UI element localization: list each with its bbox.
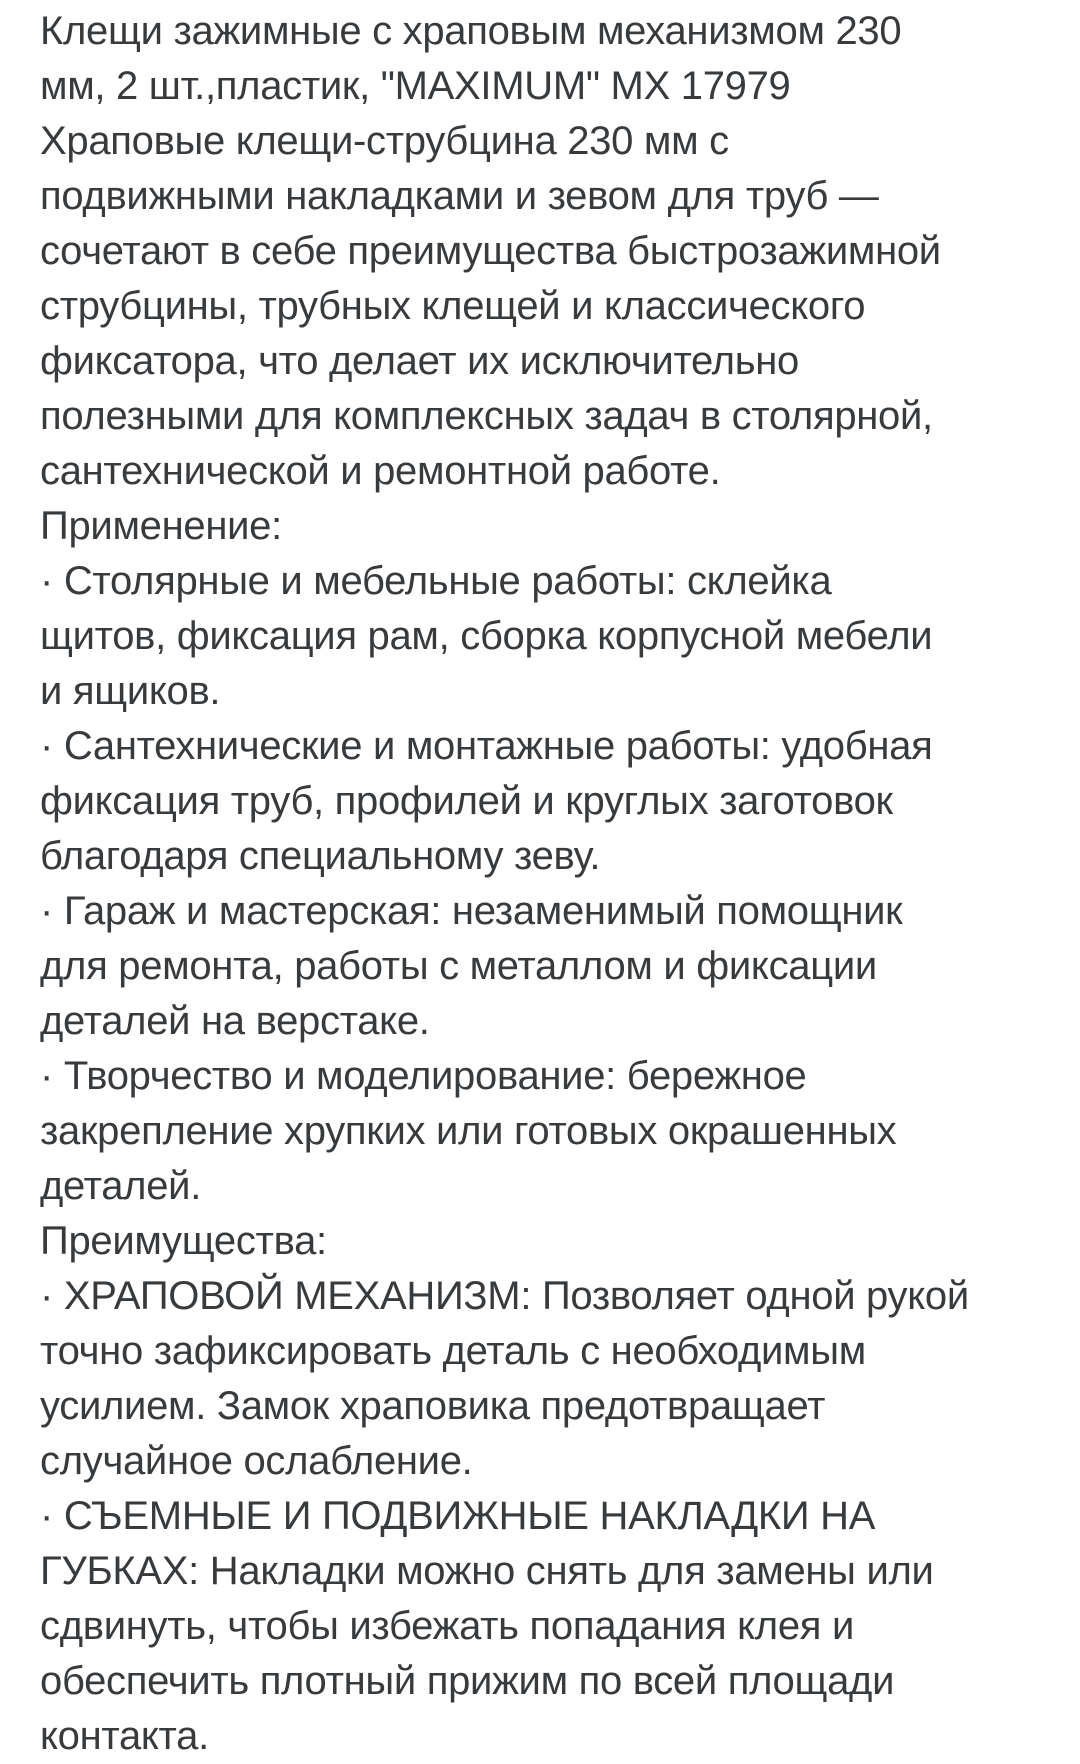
description-line: ГУБКАХ: Накладки можно снять для замены или [40, 1549, 934, 1593]
description-line: Применение: [40, 504, 282, 548]
description-line: щитов, фиксация рам, сборка корпусной мебели [40, 614, 933, 658]
description-line: · Столярные и мебельные работы: склейка [40, 559, 832, 603]
description-line: · СЪЕМНЫЕ И ПОДВИЖНЫЕ НАКЛАДКИ НА [40, 1494, 876, 1538]
description-line: Клещи зажимные с храповым механизмом 230 [40, 9, 902, 53]
description-line: сочетают в себе преимущества быстрозажимной [40, 229, 941, 273]
description-line: и ящиков. [40, 669, 221, 713]
description-line: полезными для комплексных задач в столярной, [40, 394, 933, 438]
description-line: контакта. [40, 1714, 209, 1758]
description-line: подвижными накладками и зевом для труб — [40, 174, 879, 218]
description-line: · Творчество и моделирование: бережное [40, 1054, 807, 1098]
description-line: · ХРАПОВОЙ МЕХАНИЗМ: Позволяет одной рукой [40, 1274, 969, 1318]
description-line: мм, 2 шт.,пластик, "MAXIMUM" МХ 17979 [40, 64, 791, 108]
description-line: Храповые клещи-струбцина 230 мм с [40, 119, 729, 163]
description-line: точно зафиксировать деталь с необходимым [40, 1329, 866, 1373]
description-line: закрепление хрупких или готовых окрашенных [40, 1109, 897, 1153]
description-line: сдвинуть, чтобы избежать попадания клея и [40, 1604, 854, 1648]
description-line: случайное ослабление. [40, 1439, 473, 1483]
description-line: деталей на верстаке. [40, 999, 430, 1043]
description-line: обеспечить плотный прижим по всей площади [40, 1659, 895, 1703]
description-line: деталей. [40, 1164, 202, 1208]
description-line: благодаря специальному зеву. [40, 834, 601, 878]
description-line: · Гараж и мастерская: незаменимый помощник [40, 889, 903, 933]
description-line: · Сантехнические и монтажные работы: удобная [40, 724, 933, 768]
description-line: для ремонта, работы с металлом и фиксации [40, 944, 877, 988]
description-line: фиксатора, что делает их исключительно [40, 339, 799, 383]
description-line: струбцины, трубных клещей и классического [40, 284, 866, 328]
description-line: Преимущества: [40, 1219, 327, 1263]
description-line: усилием. Замок храповика предотвращает [40, 1384, 826, 1428]
description-line: фиксация труб, профилей и круглых заготовок [40, 779, 893, 823]
description-line: сантехнической и ремонтной работе. [40, 449, 721, 493]
